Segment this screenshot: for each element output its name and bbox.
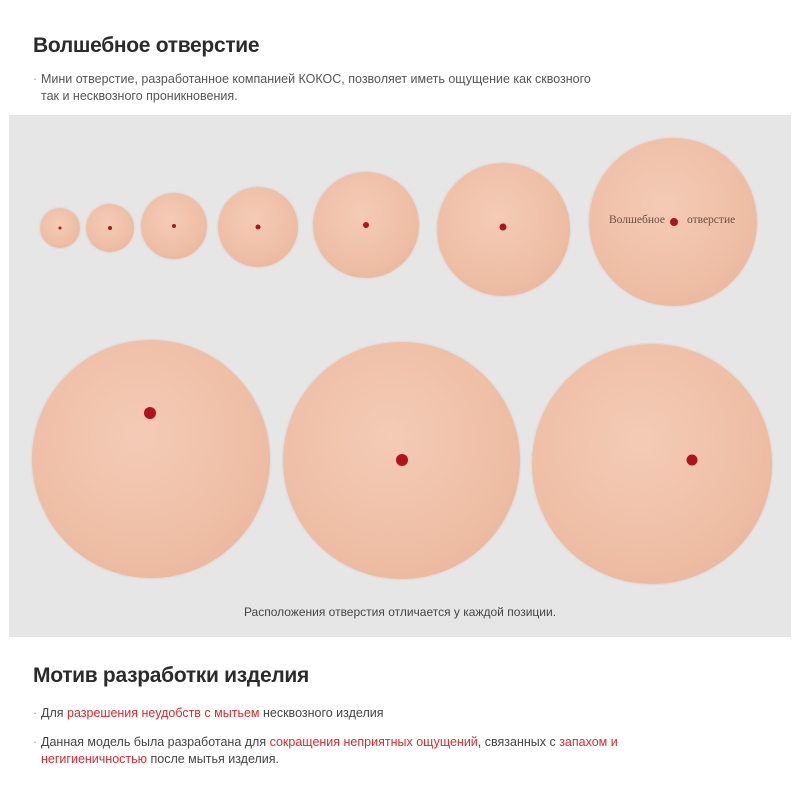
large-disc-left: [32, 340, 270, 578]
p2-highlight-3: негигиеничностью: [41, 752, 148, 766]
magic-label-left: Волшебное: [609, 214, 665, 226]
p2-text-a: Данная модель была разработана для: [41, 735, 270, 749]
hole-dot: [500, 224, 507, 231]
intro-line-1: Мини отверстие, разработанное компанией КОКОС, позволяет иметь ощущение как сквозного: [41, 72, 591, 86]
hole-dot: [108, 226, 112, 230]
section-title-motive: Мотив разработки изделия: [33, 664, 309, 687]
magic-label-right: отверстие: [686, 214, 736, 226]
p2-text-f: после мытья изделия.: [147, 752, 280, 766]
hole-dot: [172, 224, 176, 228]
hole-dot: [363, 222, 369, 228]
intro-text: [33, 71, 653, 105]
large-disc-right: [532, 344, 772, 584]
bullet-dot: ·: [33, 706, 38, 720]
hole-dot: [256, 225, 261, 230]
p1-text-a: Для: [41, 706, 68, 720]
bullet-dot: ·: [33, 72, 38, 86]
disc-5: [313, 172, 419, 278]
hole-dot: [687, 455, 698, 466]
hole-dot: [396, 454, 408, 466]
section-title-magic-hole: Волшебное отверстие: [33, 34, 260, 57]
disc-4: [218, 187, 298, 267]
p2-text-c: , связанных с: [477, 735, 560, 749]
magic-hole-label: [609, 214, 735, 226]
disc-6: [437, 163, 570, 296]
p2-highlight-2: запахом и: [559, 735, 618, 749]
hole-dot: [144, 407, 156, 419]
motive-point-2: [33, 734, 673, 768]
hole-dot: [59, 227, 62, 230]
disc-3: [141, 193, 207, 259]
product-image-panel: [9, 115, 791, 637]
motive-point-1: [33, 705, 673, 722]
p1-highlight: разрешения неудобств с мытьем: [67, 706, 260, 720]
large-disc-center: [283, 342, 520, 579]
disc-2: [86, 204, 134, 252]
intro-line-2: так и несквозного проникновения.: [41, 89, 238, 103]
p1-text-c: несквозного изделия: [259, 706, 384, 720]
bullet-dot: ·: [33, 735, 38, 749]
panel-caption: Расположения отверстия отличается у каждой позиции.: [243, 605, 557, 619]
disc-1: [40, 208, 80, 248]
p2-highlight-1: сокращения неприятных ощущений: [269, 735, 478, 749]
